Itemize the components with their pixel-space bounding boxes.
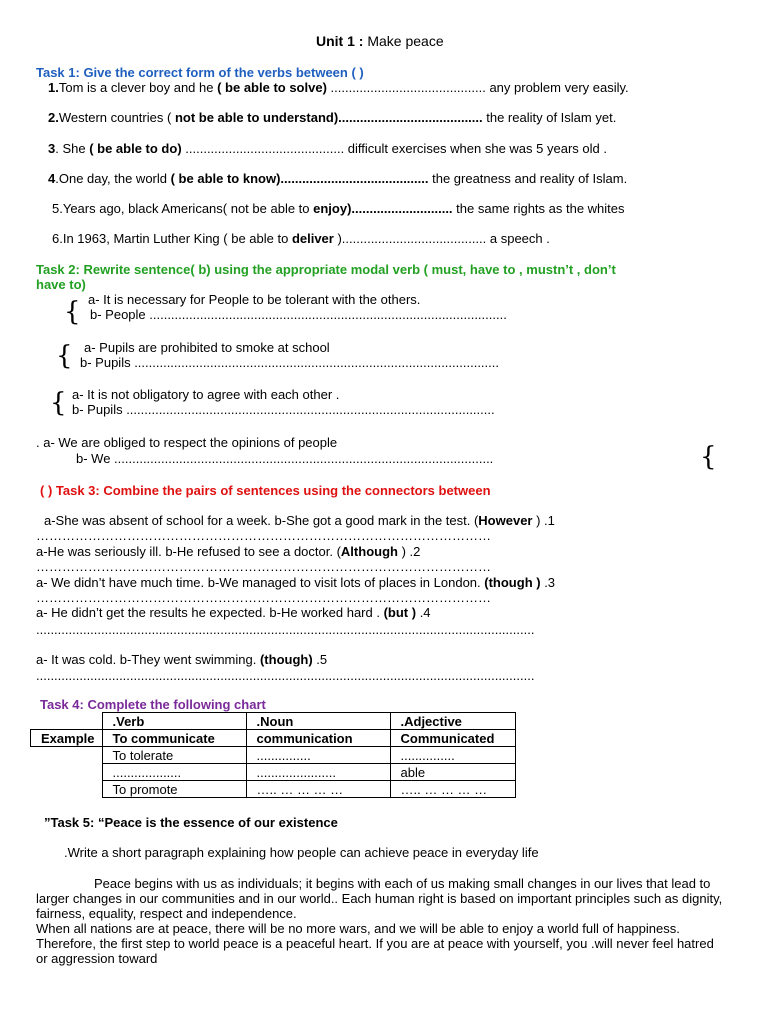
task5-answer-paragraph bbox=[36, 876, 726, 966]
chart-corner bbox=[31, 713, 103, 730]
task2-heading-cont: have to) bbox=[36, 277, 86, 292]
chart-cell-noun: ….. … … … … bbox=[246, 781, 390, 798]
task3-item-3 bbox=[36, 575, 555, 590]
task3-answer-line-3: …………………………………………………………………………………………… bbox=[36, 590, 491, 605]
item-text: a-He was seriously ill. b-He refused to see a doctor. ( bbox=[36, 544, 341, 559]
item-verb: ( be able to do) bbox=[89, 141, 182, 156]
task2-item-1-b: b- People ................................................................................................... bbox=[90, 307, 507, 322]
task3-answer-line-5: .......................................................................................................................................... bbox=[36, 668, 535, 683]
task5-prompt: .Write a short paragraph explaining how people can achieve peace in everyday life bbox=[64, 845, 539, 860]
item-verb: ( be able to solve) bbox=[217, 80, 327, 95]
chart-header-noun: .Noun bbox=[246, 713, 390, 730]
task1-item-4 bbox=[48, 171, 627, 186]
chart-row-label bbox=[31, 781, 103, 798]
chart-cell-noun: ...................... bbox=[246, 764, 390, 781]
item-text-end: the greatness and reality of Islam. bbox=[428, 171, 628, 186]
item-text: Tom is a clever boy and he bbox=[58, 80, 218, 95]
item-text-end: ) .2 bbox=[397, 544, 421, 559]
brace-icon: { bbox=[64, 297, 81, 327]
page-title bbox=[316, 33, 444, 49]
item-text-end: the same rights as the whites bbox=[452, 201, 625, 216]
task2-item-4-a: . a- We are obliged to respect the opinions of people bbox=[36, 435, 338, 450]
item-text: 6.In 1963, Martin Luther King ( be able to bbox=[52, 231, 292, 246]
chart-row bbox=[31, 764, 516, 781]
chart-row-label bbox=[31, 747, 103, 764]
task5-heading: ”Task 5: “Peace is the essence of our existence bbox=[44, 815, 338, 830]
item-number: 1. bbox=[48, 80, 59, 95]
item-text: .One day, the world bbox=[55, 171, 171, 186]
item-text-end: ) .1 bbox=[532, 513, 555, 528]
task1-item-3 bbox=[48, 141, 607, 156]
chart-cell-verb: ................... bbox=[102, 764, 246, 781]
item-number: 3 bbox=[48, 141, 56, 156]
task3-answer-line-1: …………………………………………………………………………………………… bbox=[36, 528, 491, 543]
chart-cell-verb: To tolerate bbox=[102, 747, 246, 764]
task3-item-1 bbox=[44, 513, 555, 528]
brace-icon: { bbox=[56, 341, 73, 371]
chart-cell-noun: communication bbox=[246, 730, 390, 747]
word-forms-chart bbox=[30, 712, 516, 798]
item-text-end: )........................................ a speech . bbox=[333, 231, 550, 246]
task3-heading: ( ) Task 3: Combine the pairs of sentences using the connectors between bbox=[40, 483, 491, 498]
task2-item-4-b: b- We ......................................................................................................... bbox=[76, 451, 494, 466]
task4-heading: Task 4: Complete the following chart bbox=[40, 697, 266, 712]
brace-icon: { bbox=[700, 442, 717, 472]
chart-row bbox=[31, 747, 516, 764]
chart-cell-adjective: ….. … … … … bbox=[390, 781, 515, 798]
item-text-end: .5 bbox=[312, 652, 328, 667]
item-verb: enjoy)............................ bbox=[313, 201, 453, 216]
item-text: a-She was absent of school for a week. b-She got a good mark in the test. ( bbox=[44, 513, 479, 528]
chart-cell-adjective: able bbox=[390, 764, 515, 781]
title-topic: Make peace bbox=[363, 33, 444, 49]
item-connector: Although bbox=[340, 544, 398, 559]
item-verb: ( be able to know)......................................... bbox=[170, 171, 429, 186]
task3-item-2 bbox=[36, 544, 420, 559]
task3-answer-line-4: .......................................................................................................................................... bbox=[36, 622, 535, 637]
item-text-end: .3 bbox=[540, 575, 556, 590]
task2-heading: Task 2: Rewrite sentence( b) using the appropriate modal verb ( must, have to , mustn’t , don’t bbox=[36, 262, 616, 277]
title-unit: Unit 1 : bbox=[316, 33, 364, 49]
task1-item-5 bbox=[52, 201, 625, 216]
item-connector: However bbox=[478, 513, 533, 528]
brace-icon: { bbox=[50, 388, 67, 418]
task2-item-1-a: a- It is necessary for People to be tolerant with the others. bbox=[88, 292, 421, 307]
task2-item-3-a: a- It is not obligatory to agree with each other . bbox=[72, 387, 340, 402]
chart-row-label: Example bbox=[31, 730, 103, 747]
task2-item-3-b: b- Pupils ...................................................................................................... bbox=[72, 402, 495, 417]
task3-answer-line-2: …………………………………………………………………………………………… bbox=[36, 559, 491, 574]
item-text: a- We didn’t have much time. b-We managed to visit lots of places in London. bbox=[36, 575, 485, 590]
chart-cell-verb: To promote bbox=[102, 781, 246, 798]
item-connector: (though ) bbox=[484, 575, 541, 590]
item-text: Western countries ( bbox=[58, 110, 175, 125]
chart-cell-adjective: ............... bbox=[390, 747, 515, 764]
task1-item-2 bbox=[48, 110, 616, 125]
item-number: 2. bbox=[48, 110, 59, 125]
item-text: . She bbox=[55, 141, 90, 156]
task2-item-2-a: a- Pupils are prohibited to smoke at school bbox=[84, 340, 330, 355]
item-verb: deliver bbox=[291, 231, 334, 246]
item-text-end: the reality of Islam yet. bbox=[482, 110, 617, 125]
task2-item-2-b: b- Pupils ..................................................................................................... bbox=[80, 355, 499, 370]
task1-heading: Task 1: Give the correct form of the verbs between ( ) bbox=[36, 65, 364, 80]
task1-item-1 bbox=[48, 80, 629, 95]
chart-header-row bbox=[31, 713, 516, 730]
paragraph-part-2: When all nations are at peace, there will be no more wars, and we will be able to enjoy a world full of happiness. Therefore, the first step to world peace is a peaceful heart. If you are at peace with yourself, you .will never feel hatred or aggression toward bbox=[36, 921, 714, 966]
task3-item-4 bbox=[36, 605, 431, 620]
task3-item-5 bbox=[36, 652, 327, 667]
chart-header-verb: .Verb bbox=[102, 713, 246, 730]
chart-cell-verb: To communicate bbox=[102, 730, 246, 747]
paragraph-part-1: Peace begins with us as individuals; it begins with each of us making small changes in our lives that lead to larger changes in our communities and in our world.. Each human right is based on important principles such as dignity, fairness, equality, respect and independence. bbox=[36, 876, 723, 921]
chart-row bbox=[31, 730, 516, 747]
chart-cell-adjective: Communicated bbox=[390, 730, 515, 747]
chart-header-adjective: .Adjective bbox=[390, 713, 515, 730]
task1-item-6 bbox=[52, 231, 550, 246]
item-verb: not be able to understand)........................................ bbox=[174, 110, 483, 125]
item-connector: (though) bbox=[259, 652, 313, 667]
item-number: 4 bbox=[48, 171, 56, 186]
chart-row-label bbox=[31, 764, 103, 781]
item-text: 5.Years ago, black Americans( not be able to bbox=[52, 201, 314, 216]
item-text-end: .4 bbox=[416, 605, 431, 620]
item-text-end: ........................................... any problem very easily. bbox=[326, 80, 629, 95]
item-text: a- It was cold. b-They went swimming. bbox=[36, 652, 260, 667]
chart-cell-noun: ............... bbox=[246, 747, 390, 764]
item-connector: (but ) bbox=[383, 605, 417, 620]
item-text-end: ............................................ difficult exercises when she was 5 years old . bbox=[181, 141, 607, 156]
chart-row bbox=[31, 781, 516, 798]
item-text: a- He didn’t get the results he expected. b-He worked hard . bbox=[36, 605, 384, 620]
